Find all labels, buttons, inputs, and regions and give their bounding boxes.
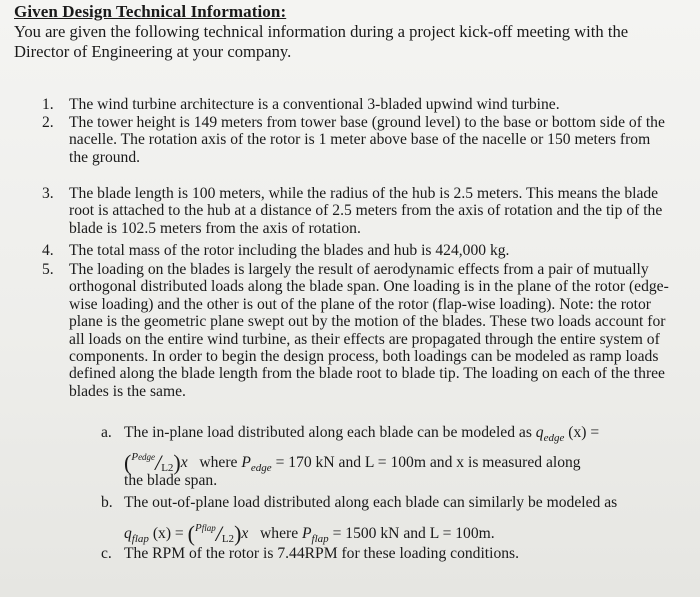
where-word: where <box>199 454 238 471</box>
item-text: The blade length is 100 meters, while the radius of the hub is 2.5 meters. This means the blade root is attached to the hub at a distance of 2.5 meters from the axis of rotation and the tip of the blade is 102.5 meters from the axis of rotation. <box>69 185 663 237</box>
equation-arg: (x) = <box>152 525 184 542</box>
item-number: 3. <box>42 185 54 202</box>
param-symbol: $P_{edge}$ <box>241 454 272 474</box>
subitem-text: The out-of-plane load distributed along each blade can similarly be modeled as <box>124 494 618 511</box>
intro-paragraph: You are given the following technical information during a project kick-off meeting with the Director of Engineering at your company. <box>14 22 629 61</box>
param-values: = 1500 kN and L = 100m. <box>332 525 495 542</box>
equation-lhs: $q_{flap}$ <box>124 525 149 545</box>
item-text: The tower height is 149 meters from tower base (ground level) to the base or bottom side of the nacelle. The rotation axis of the rotor is 1 meter above base of the nacelle or 150 meters from the ground. <box>69 114 665 166</box>
subitem-letter: c. <box>101 545 112 562</box>
subitem-text: the blade span. <box>124 472 218 489</box>
subitem-letter: a. <box>101 424 112 441</box>
item-number: 4. <box>42 242 54 259</box>
fraction-denominator: L2 <box>221 533 235 545</box>
item-text: The loading on the blades is largely the result of aerodynamic effects from a pair of mutually orthogonal distributed loads along the blade span. One loading is in the plane of the rotor (edge-wise loading) and the other is out of the plane of the rotor (flap-wise loading). Note: the rotor plane is the geometric plane swept out by the motion of the blades. These two loads account for all loads on the entire wind turbine, as their effects are propagated through the entire system of components. In order to begin the design process, both loadings can be modeled as ramp loads defined along the blade length from the blade root to blade tip. The loading on each of the three blades is the same. <box>69 261 669 400</box>
param-symbol: $P_{flap}$ <box>302 525 329 545</box>
item-number: 2. <box>42 114 54 131</box>
fraction-numerator: Pedge <box>131 451 156 463</box>
subitem-letter: b. <box>101 494 113 511</box>
fraction-numerator: Pflap <box>194 522 216 534</box>
equation-x: x <box>180 454 188 471</box>
document-title: Given Design Technical Information: <box>14 2 287 21</box>
param-values: = 170 kN and L = 100m and x is measured along <box>275 454 581 471</box>
where-word: where <box>260 525 299 542</box>
item-text: The wind turbine architecture is a conventional 3-bladed upwind wind turbine. <box>69 96 560 113</box>
document-page: Given Design Technical Information: You are given the following technical information during a project kick-off meeting with the Director of Engineering at your company. 1. The wind turbine architecture is a conventional 3-bladed upwind wind turbine. 2. The tower height is 149 meters from tower base (ground level) to the base or bottom side of the nacelle. The rotation axis of the rotor is 1 meter above base of the nacelle or 150 meters from the ground. 3. The blade length is 100 meters, while the radius of the hub is 2.5 meters. This means the blade root is attached to the hub at a distance of 2.5 meters from the axis of rotation and the tip of the blade is 102.5 meters from the axis of rotation. 4. The total mass of the rotor including the blades and hub is 424,000 kg. 5. The loading on the blades is largely the result of aerodynamic effects from a pair of mutually orthogonal distributed loads along the blade span. One loading is in the plane of the rotor (edge-wise loading) and the other is out of the plane of the rotor (flap-wise loading). Note: the rotor plane is the geometric plane swept out by the motion of the blades. These two loads account for all loads on the entire wind turbine, as their effects are propagated through the entire system of components. In order to begin the design process, both loadings can be modeled as ramp loads defined along the blade length from the blade root to blade tip. The loading on each of the three blades is the same. a. The in-plane load distributed along each blade can be modeled as $q_{edge}$ (x) = $(^{Pedge}/_{L2})x$ where $P_{edge} = 170$ kN and L = 100m and x is measured along the blade span. b. The out-of-plane load distributed along each blade can similarly be modeled as $q_{flap}$ $(x) = (^{Pflap}/_{L2})x$ where $P_{flap} = 1500$ kN and L = 100m. c. The RPM of the rotor is 7.44RPM for these loading conditions. <box>0 0 700 597</box>
subitem-text: The RPM of the rotor is 7.44RPM for these loading conditions. <box>124 545 520 562</box>
subitem-text: The in-plane load distributed along each blade can be modeled as <box>124 424 532 441</box>
equation-x: x <box>241 525 249 542</box>
item-text: The total mass of the rotor including the blades and hub is 424,000 kg. <box>69 242 510 259</box>
item-number: 5. <box>42 261 54 278</box>
item-number: 1. <box>42 96 54 113</box>
equation-arg: (x) = <box>568 424 600 441</box>
fraction-denominator: L2 <box>161 462 174 474</box>
equation-lhs: $q_{edge}$ <box>535 424 565 444</box>
